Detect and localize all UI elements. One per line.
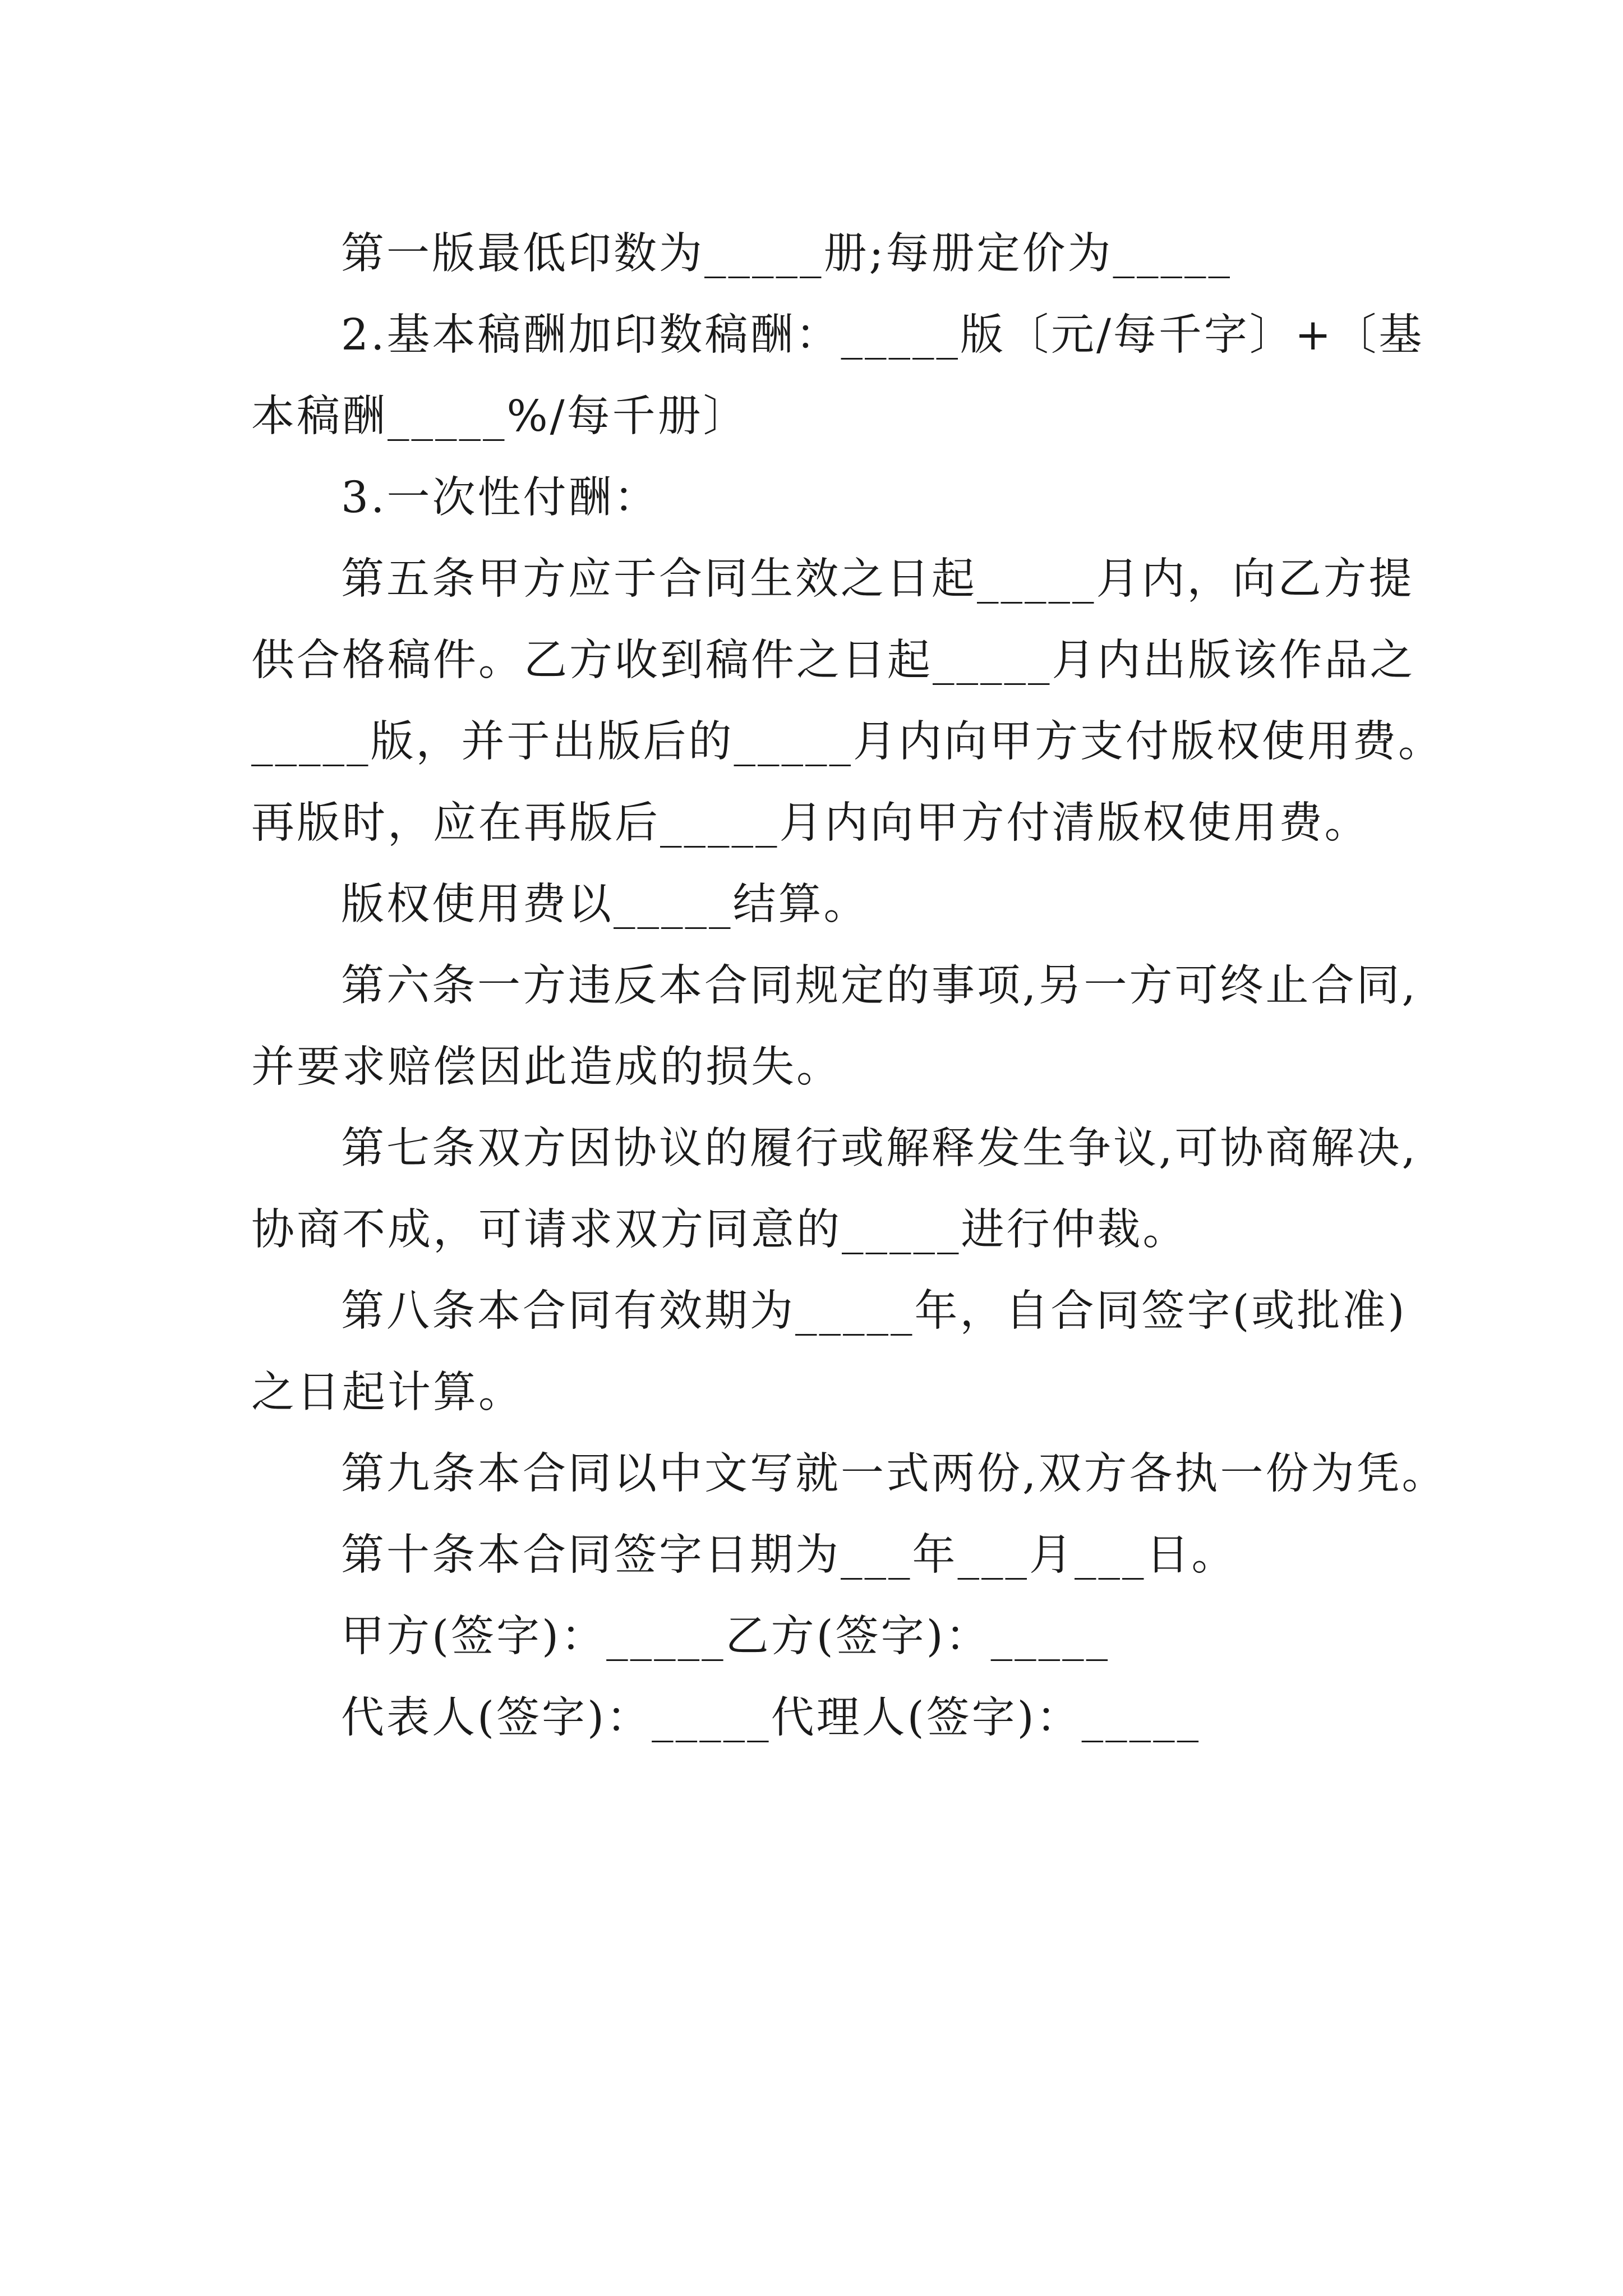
signature-line-parties: 甲方(签字)：_____乙方(签字)：_____ xyxy=(341,1612,1110,1662)
text-line-article-6-cont: 并要求赔偿因此造成的损失。 xyxy=(251,1042,842,1092)
text-line-article-9: 第九条本合同以中文写就一式两份,双方各执一份为凭。 xyxy=(341,1449,1447,1499)
text-line-royalty-item-3: 3.一次性付酬： xyxy=(341,473,660,523)
signature-line-representatives: 代表人(签字)：_____代理人(签字)：_____ xyxy=(341,1693,1201,1743)
text-line-royalty-item-2-cont: 本稿酬_____%/每千册〕 xyxy=(251,392,749,441)
text-line-print-run: 第一版最低印数为_____册;每册定价为_____ xyxy=(341,229,1232,279)
text-line-article-5-cont-1: 供合格稿件。乙方收到稿件之日起_____月内出版该作品之 xyxy=(251,636,1415,685)
text-line-royalty-item-2: 2.基本稿酬加印数稿酬：_____版〔元/每千字〕+〔基 xyxy=(341,310,1424,360)
text-line-article-6: 第六条一方违反本合同规定的事项,另一方可终止合同, xyxy=(341,961,1418,1011)
text-line-article-5-cont-2: _____版，并于出版后的_____月内向甲方支付版权使用费。 xyxy=(251,717,1444,767)
text-line-settlement: 版权使用费以_____结算。 xyxy=(341,880,869,930)
text-line-article-7: 第七条双方因协议的履行或解释发生争议,可协商解决, xyxy=(341,1124,1418,1174)
text-line-article-10: 第十条本合同签字日期为___年___月___日。 xyxy=(341,1530,1237,1580)
contract-text xyxy=(251,213,1447,1759)
text-line-article-5-cont-3: 再版时，应在再版后_____月内向甲方付清版权使用费。 xyxy=(251,798,1370,848)
text-line-article-5: 第五条甲方应于合同生效之日起_____月内，向乙方提 xyxy=(341,554,1414,604)
text-line-article-8: 第八条本合同有效期为_____年，自合同签字(或批准) xyxy=(341,1286,1407,1336)
text-line-article-7-cont: 协商不成，可请求双方同意的_____进行仲裁。 xyxy=(251,1205,1188,1255)
text-line-article-8-cont: 之日起计算。 xyxy=(251,1368,524,1418)
